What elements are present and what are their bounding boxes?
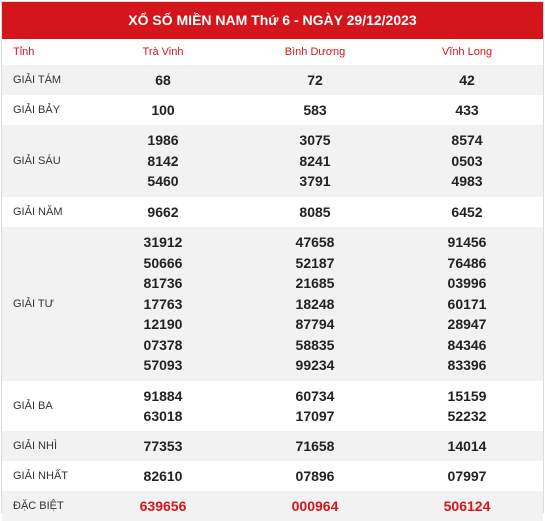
result-number: 17763 [143, 295, 183, 312]
result-number: 83396 [447, 357, 487, 374]
result-number: 5460 [147, 173, 179, 190]
result-number: 68 [155, 71, 171, 88]
result-number: 1986 [147, 132, 179, 149]
prize-row-5 [2, 197, 543, 227]
province-binh-duong[interactable]: Bình Dương [284, 46, 346, 58]
prize-row-4 [2, 227, 543, 381]
result-number: 3791 [299, 173, 331, 190]
special-prize-number: 000964 [291, 497, 339, 514]
result-number: 76486 [447, 254, 487, 271]
result-number: 58835 [295, 336, 335, 353]
result-number: 14014 [447, 437, 487, 454]
prize-label: GIẢI NĂM [13, 206, 63, 218]
result-number: 433 [455, 101, 479, 118]
result-number: 03996 [447, 275, 487, 292]
result-number: 0503 [451, 152, 483, 169]
result-number: 52187 [295, 254, 335, 271]
result-number: 60734 [295, 387, 335, 404]
prize-row-8 [2, 65, 543, 95]
prize-label: GIẢI TƯ [2, 227, 87, 381]
result-number: 07378 [143, 336, 183, 353]
province-vinh-long[interactable]: Vĩnh Long [441, 46, 493, 58]
prize-row-special [2, 491, 543, 521]
prize-label: GIẢI TÁM [2, 65, 87, 95]
result-number: 8574 [451, 132, 483, 149]
special-prize-number: 639656 [139, 497, 187, 514]
results-table [2, 39, 543, 521]
result-number: 8241 [299, 152, 331, 169]
result-number: 42 [459, 71, 475, 88]
result-number: 60171 [447, 295, 487, 312]
result-number: 07997 [447, 467, 487, 484]
result-number: 91884 [143, 387, 183, 404]
result-number: 17097 [295, 408, 335, 424]
result-number: 8142 [147, 152, 179, 169]
result-number: 91456 [447, 234, 487, 251]
table-header-row [2, 39, 543, 65]
prize-label: GIẢI NHẤT [13, 470, 69, 482]
result-number: 21685 [295, 275, 335, 292]
prize-label: GIẢI NHÌ [2, 431, 87, 461]
prize-label: GIẢI BA [13, 400, 53, 412]
result-number: 57093 [143, 357, 183, 374]
result-number: 81736 [143, 275, 183, 292]
prize-label: ĐẶC BIỆT [2, 491, 87, 521]
prize-row-1 [2, 461, 543, 491]
page-title: XỔ SỐ MIỀN NAM Thứ 6 - NGÀY 29/12/2023 [2, 2, 543, 39]
prize-label: GIẢI SÁU [2, 125, 87, 197]
result-number: 28947 [447, 316, 487, 333]
result-number: 4983 [451, 173, 483, 190]
result-number: 31912 [143, 234, 183, 251]
result-number: 07896 [295, 467, 335, 484]
result-number: 99234 [295, 357, 335, 374]
result-number: 84346 [447, 336, 487, 353]
lottery-results-panel [1, 1, 544, 513]
result-number: 3075 [299, 132, 331, 149]
result-number: 15159 [447, 387, 487, 404]
result-number: 47658 [295, 234, 335, 251]
result-number: 18248 [295, 295, 335, 312]
prize-row-6 [2, 125, 543, 197]
result-number: 583 [303, 101, 327, 118]
result-number: 77353 [143, 437, 183, 454]
province-tra-vinh[interactable]: Trà Vinh [142, 46, 184, 58]
province-column-label: Tỉnh [13, 46, 35, 58]
result-number: 52232 [447, 408, 487, 424]
prize-label: GIẢI BẢY [13, 104, 61, 116]
special-prize-number: 506124 [443, 497, 491, 514]
result-number: 63018 [143, 408, 183, 424]
prize-row-7 [2, 95, 543, 125]
result-number: 71658 [295, 437, 335, 454]
result-number: 72 [307, 71, 323, 88]
result-number: 6452 [451, 203, 483, 220]
result-number: 8085 [299, 203, 331, 220]
result-number: 9662 [147, 203, 179, 220]
result-number: 87794 [295, 316, 335, 333]
result-number: 12190 [143, 316, 183, 333]
prize-row-3 [2, 381, 543, 431]
prize-row-2 [2, 431, 543, 461]
result-number: 82610 [143, 467, 183, 484]
result-number: 50666 [143, 254, 183, 271]
result-number: 100 [151, 101, 175, 118]
